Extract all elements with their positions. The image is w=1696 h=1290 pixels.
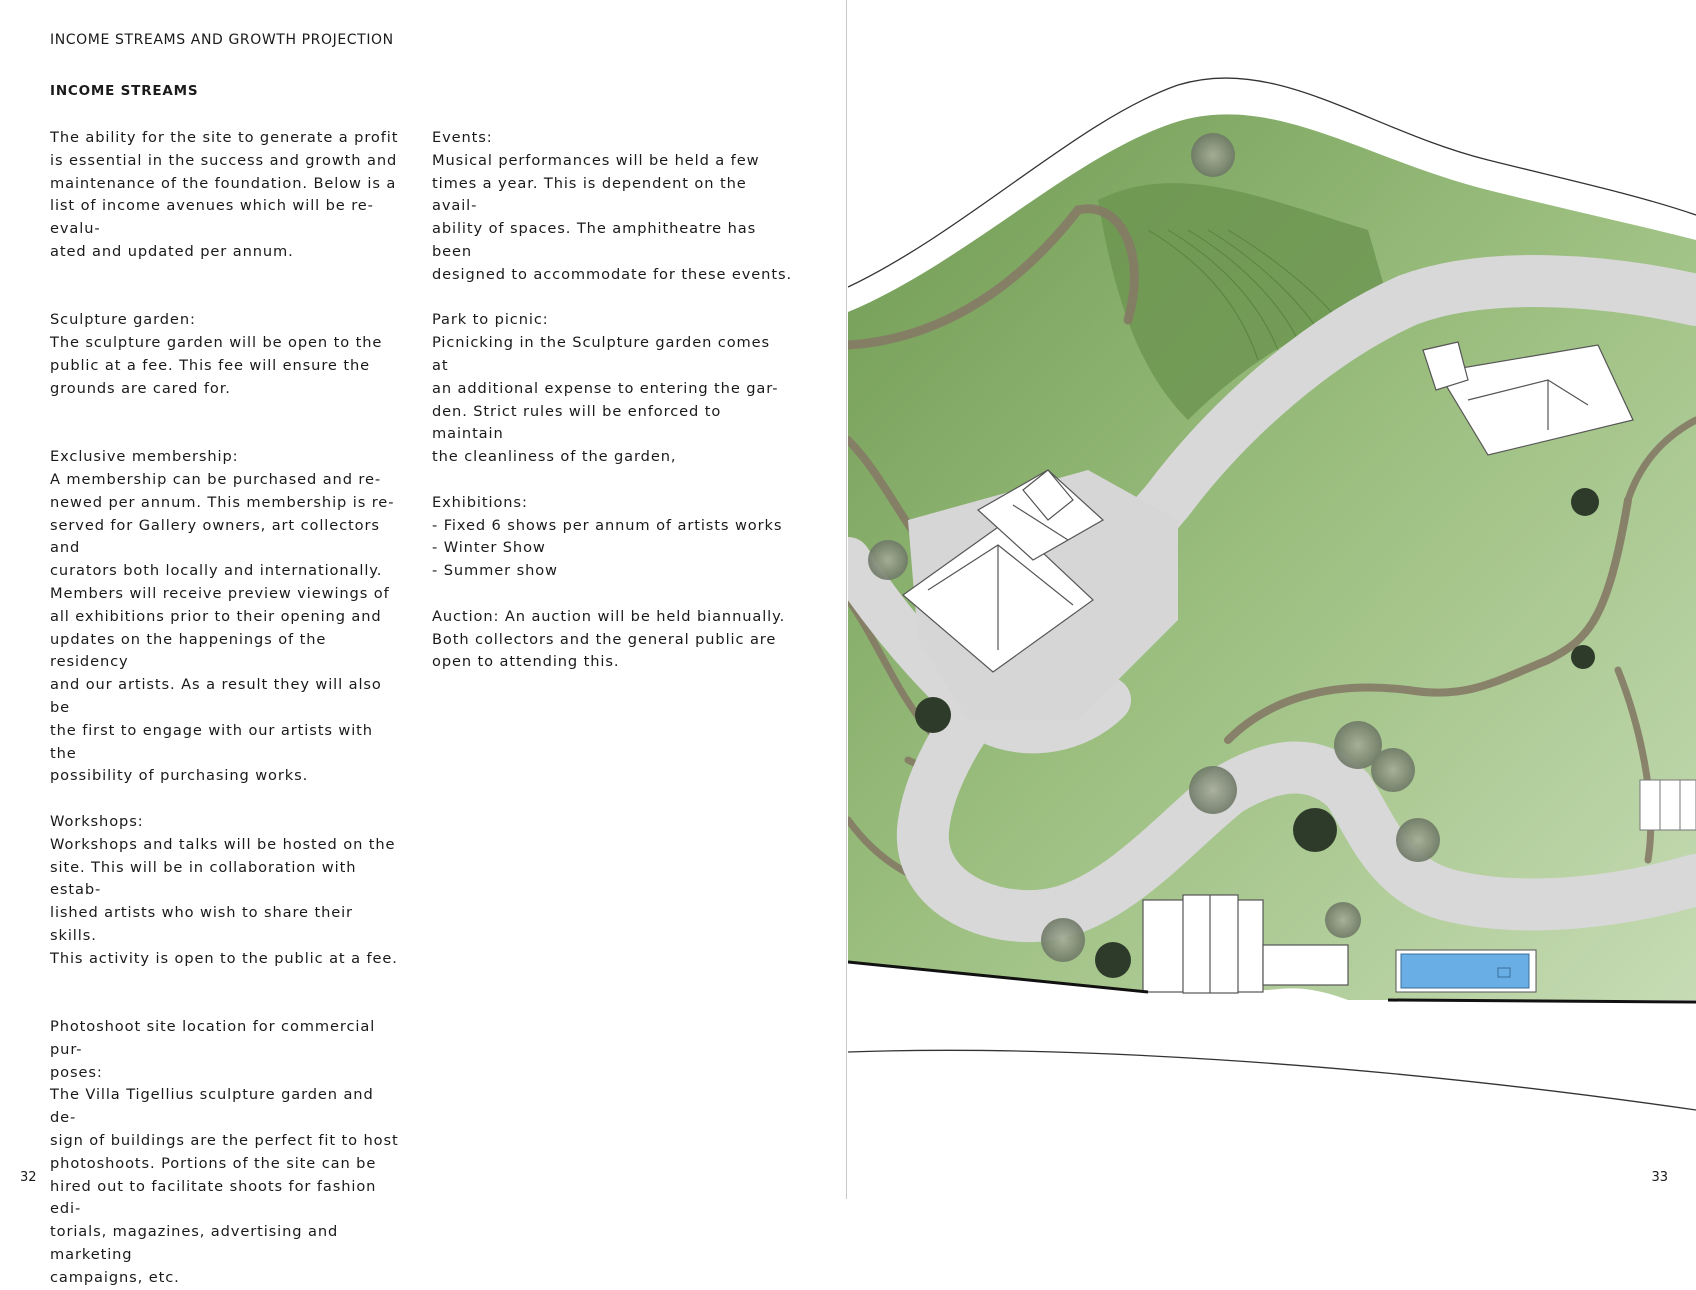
swimming-pool bbox=[1396, 950, 1536, 992]
page-number-left: 32 bbox=[20, 1170, 37, 1185]
workshops-paragraph: Workshops: Workshops and talks will be hosted on the site. This will be in collaboration with estab- lished artists who wish to share their skills. This activity is open to the public at a fee. bbox=[50, 812, 398, 967]
site-plan bbox=[848, 0, 1696, 1199]
parking-bays bbox=[1640, 780, 1696, 830]
left-page bbox=[0, 0, 846, 1286]
right-text-column bbox=[432, 127, 792, 674]
section-heading: INCOME STREAMS bbox=[50, 83, 199, 99]
picnic-paragraph: Park to picnic: Picnicking in the Sculpture garden comes at an additional expense to entering the gar- den. Strict rules will be enforced to maintain the cleanliness of the garden, bbox=[432, 311, 779, 466]
sculpture-garden-paragraph: Sculpture garden: The sculpture garden will be open to the public at a fee. This fee will ensure the grounds are cared for. bbox=[50, 311, 383, 397]
auction-paragraph: Auction: An auction will be held biannually. Both collectors and the general public are open to attending this. bbox=[432, 607, 786, 671]
intro-paragraph: The ability for the site to generate a profit is essential in the success and growth and maintenance of the foundation. Below is a list of income avenues which will be re-evalu- ated and updated per annum. bbox=[50, 129, 399, 260]
exhibitions-paragraph: Exhibitions: - Fixed 6 shows per annum of artists works - Winter Show - Summer show bbox=[432, 493, 783, 580]
photoshoot-paragraph: Photoshoot site location for commercial pur- poses: The Villa Tigellius sculpture garden and de- sign of buildings are the perfect fit to host photoshoots. Portions of the site can be hired out to facilitate shoots for fashion edi- torials, magazines, advertising and marketing campaigns, etc. bbox=[50, 1018, 399, 1286]
right-page bbox=[848, 0, 1696, 1199]
events-paragraph: Events: Musical performances will be held a few times a year. This is dependent on the avail- ability of spaces. The amphitheatre has been designed to accommodate for these events. bbox=[432, 129, 792, 283]
lower-road-edge bbox=[848, 1050, 1696, 1110]
page-gutter bbox=[846, 0, 847, 1199]
page-header: INCOME STREAMS AND GROWTH PROJECTION bbox=[50, 32, 394, 48]
left-text-column bbox=[50, 127, 405, 1290]
membership-paragraph: Exclusive membership: A membership can be purchased and re- newed per annum. This membership is re- served for Gallery owners, art collectors and curators both locally and internationally. Members will receive preview viewings of all exhibitions prior to their opening and updates on the happenings of the residency and our artists. As a result they will also be the first to engage with our artists with the possibility of purchasing works. bbox=[50, 448, 395, 785]
page-number-right: 33 bbox=[1651, 1170, 1668, 1185]
